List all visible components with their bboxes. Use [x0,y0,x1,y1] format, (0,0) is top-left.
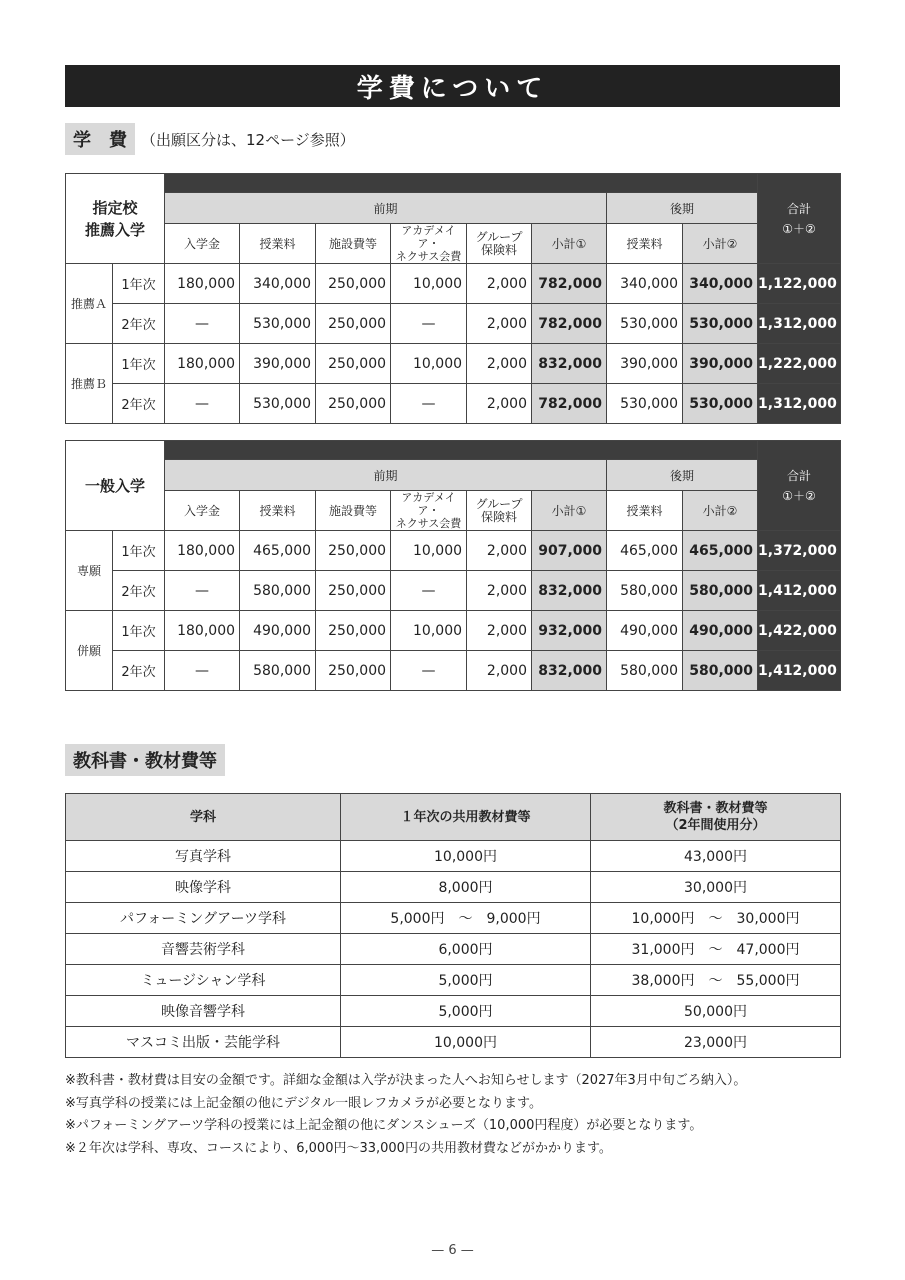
subtotal-cell: 530,000 [683,384,758,424]
fee-cell: 340,000 [607,264,683,304]
books-header-first-year: １年次の共用教材費等 [341,794,591,841]
note-item: ※写真学科の授業には上記金額の他にデジタル一眼レフカメラが必要となります。 [65,1095,542,1111]
cost-range-min: 5,000円 [390,911,445,927]
dept-cell: ミュージシャン学科 [66,965,341,996]
col-header-tuition: 授業料 [240,224,316,264]
total-header [758,441,841,531]
notes [65,1070,845,1160]
note-item: ※教科書・教材費は目安の金額です。詳細な金額は入学が決まった人へお知らせします（2027年3月中旬ごろ納入）。 [65,1073,747,1088]
fee-cell: — [165,651,240,691]
corner-line: 指定校 [92,198,138,217]
textbook-cost-cell [591,903,841,934]
col-header-subtotal1: 小計① [532,491,607,531]
cost-range-separator: 〜 [708,942,723,958]
total-cell: 1,412,000 [758,571,841,611]
table-row [66,344,841,384]
corner-line: 推薦入学 [85,220,146,239]
year-label: 2年次 [113,651,165,691]
cost-value: 6,000円 [438,942,493,958]
fee-cell: — [391,571,467,611]
fee-cell: 465,000 [240,531,316,571]
cost-value: 5,000円 [438,1004,493,1020]
fee-cell: 2,000 [467,651,532,691]
page-title: 学費について [65,65,840,107]
col-header-facility: 施設費等 [316,491,391,531]
cost-range-max: 55,000円 [736,973,800,989]
fee-cell: 465,000 [607,531,683,571]
table-row [66,1027,841,1058]
first-year-cost-cell [341,1027,591,1058]
cost-range-separator: 〜 [708,973,723,989]
cost-range-min: 10,000円 [631,911,695,927]
total-cell: 1,222,000 [758,344,841,384]
subtotal-cell: 340,000 [683,264,758,304]
subtotal-cell: 832,000 [532,651,607,691]
group-label: 推薦Ａ [66,264,113,344]
table-row [66,903,841,934]
cost-value: 30,000円 [684,880,747,896]
header-dark-bar [165,441,758,460]
cost-range-max: 9,000円 [486,911,541,927]
fee-cell: 530,000 [607,304,683,344]
first-half-header: 前期 [165,193,607,224]
first-year-cost-cell [341,903,591,934]
textbook-cost-cell [591,1027,841,1058]
fee-cell: 180,000 [165,611,240,651]
fee-cell: 490,000 [240,611,316,651]
header-bar-row [66,441,841,460]
year-label: 1年次 [113,611,165,651]
fee-cell: 580,000 [607,571,683,611]
total-cell: 1,422,000 [758,611,841,651]
dept-cell: 映像学科 [66,872,341,903]
textbook-cost-cell [591,934,841,965]
subtotal-cell: 490,000 [683,611,758,651]
books-section-header [65,744,225,776]
first-year-cost-cell [341,872,591,903]
subtotal-cell: 832,000 [532,344,607,384]
year-label: 1年次 [113,264,165,304]
group-label: 併願 [66,611,113,691]
first-year-cost-cell [341,996,591,1027]
fee-cell: 250,000 [316,384,391,424]
col-header-tuition: 授業料 [240,491,316,531]
second-half-header: 後期 [607,193,758,224]
table-row [66,304,841,344]
col-header-admission: 入学金 [165,491,240,531]
total-cell: 1,312,000 [758,304,841,344]
table-row [66,965,841,996]
total-header-label: 合計 [787,201,812,216]
subtotal-cell: 782,000 [532,304,607,344]
year-label: 2年次 [113,304,165,344]
cost-range [390,908,540,928]
fee-cell: 250,000 [316,571,391,611]
table-row [66,872,841,903]
year-label: 2年次 [113,571,165,611]
textbook-cost-cell [591,841,841,872]
cost-range-max: 30,000円 [736,911,800,927]
group-label: 推薦Ｂ [66,344,113,424]
table-row [66,571,841,611]
fee-cell: 250,000 [316,344,391,384]
fee-cell: 10,000 [391,264,467,304]
col-header-group-insurance-line2: 保険料 [481,509,518,524]
table-row [66,611,841,651]
first-half-header: 前期 [165,460,607,491]
table-corner-label [66,441,165,531]
cost-range-max: 47,000円 [736,942,800,958]
fee-cell: 580,000 [240,651,316,691]
table-row [66,264,841,304]
fee-cell: 10,000 [391,611,467,651]
textbook-cost-cell [591,872,841,903]
tuition-label: 学 費 [65,123,135,155]
period-header-row [66,193,841,224]
col-header-facility: 施設費等 [316,224,391,264]
col-header-group-insurance-line1: グループ [475,229,523,244]
col-header-subtotal2: 小計② [683,491,758,531]
books-label: 教科書・教材費等 [65,744,225,776]
fee-cell: 580,000 [240,571,316,611]
cost-range [632,939,800,959]
dept-cell: 映像音響学科 [66,996,341,1027]
table-row [66,651,841,691]
fee-cell: 580,000 [607,651,683,691]
fee-cell: 250,000 [316,304,391,344]
cost-value: 10,000円 [434,849,497,865]
subtotal-cell: 390,000 [683,344,758,384]
year-label: 2年次 [113,384,165,424]
fee-cell: 340,000 [240,264,316,304]
cost-range-min: 31,000円 [631,942,695,958]
books-header-textbooks-line1: 教科書・教材費等 [663,801,768,816]
cost-range [632,970,800,990]
col-header-group-insurance [467,491,532,531]
first-year-cost-cell [341,934,591,965]
fee-cell: 250,000 [316,531,391,571]
fee-cell: — [391,384,467,424]
fee-cell: 2,000 [467,344,532,384]
subtotal-cell: 782,000 [532,384,607,424]
total-cell: 1,372,000 [758,531,841,571]
column-header-row [66,224,841,264]
total-header [758,174,841,264]
total-header-sub: ①＋② [782,221,816,236]
note-item: ※パフォーミングアーツ学科の授業には上記金額の他にダンスシューズ（10,000円程度）が必要となります。 [65,1118,703,1133]
col-header-subtotal2: 小計② [683,224,758,264]
page-number: — 6 — [431,1243,474,1258]
subtotal-cell: 932,000 [532,611,607,651]
table-row [66,531,841,571]
year-label: 1年次 [113,531,165,571]
fee-cell: 250,000 [316,651,391,691]
group-label: 専願 [66,531,113,611]
cost-value: 5,000円 [438,973,493,989]
fee-cell: — [165,384,240,424]
fee-cell: 10,000 [391,531,467,571]
col-header-academeia [391,224,467,264]
fee-cell: 2,000 [467,531,532,571]
col-header-academeia-line2: ネクサス会費 [395,517,462,530]
table-row [66,841,841,872]
table-corner-label [66,174,165,264]
subtotal-cell: 465,000 [683,531,758,571]
table-row [66,934,841,965]
col-header-academeia-line2: ネクサス会費 [395,250,462,263]
tuition-table-recommended [65,173,841,424]
subtotal-cell: 832,000 [532,571,607,611]
year-label: 1年次 [113,344,165,384]
cost-value: 50,000円 [684,1004,747,1020]
tuition-section-header [65,123,355,155]
subtotal-cell: 580,000 [683,651,758,691]
tuition-note: （出願区分は、12ページ参照） [141,130,355,149]
fee-cell: 180,000 [165,531,240,571]
header-dark-bar [165,174,758,193]
total-header-sub: ①＋② [782,488,816,503]
col-header-academeia-line1: アカデメイア・ [401,491,456,517]
col-header-tuition-2: 授業料 [607,491,683,531]
books-header-textbooks [591,794,841,841]
subtotal-cell: 580,000 [683,571,758,611]
textbook-cost-cell [591,996,841,1027]
dept-cell: パフォーミングアーツ学科 [66,903,341,934]
table-row [66,996,841,1027]
fee-cell: 2,000 [467,384,532,424]
cost-range [632,908,800,928]
fee-cell: — [165,571,240,611]
books-header-textbooks-line2: （2年間使用分） [665,818,766,833]
cost-range-separator: 〜 [708,911,723,927]
first-year-cost-cell [341,841,591,872]
fee-cell: 10,000 [391,344,467,384]
fee-cell: 250,000 [316,611,391,651]
fee-cell: 250,000 [316,264,391,304]
col-header-group-insurance-line1: グループ [475,496,523,511]
cost-range-min: 38,000円 [631,973,695,989]
col-header-subtotal1: 小計① [532,224,607,264]
fee-cell: 530,000 [240,384,316,424]
fee-cell: 530,000 [240,304,316,344]
fee-cell: 2,000 [467,571,532,611]
second-half-header: 後期 [607,460,758,491]
fee-cell: 180,000 [165,344,240,384]
fee-cell: 390,000 [607,344,683,384]
cost-value: 23,000円 [684,1035,747,1051]
fee-cell: 2,000 [467,264,532,304]
tuition-table-general [65,440,841,691]
period-header-row [66,460,841,491]
total-cell: 1,122,000 [758,264,841,304]
cost-value: 8,000円 [438,880,493,896]
fee-cell: — [165,304,240,344]
first-year-cost-cell [341,965,591,996]
table-row [66,384,841,424]
total-cell: 1,312,000 [758,384,841,424]
cost-range-separator: 〜 [458,911,473,927]
textbook-cost-cell [591,965,841,996]
fee-cell: — [391,304,467,344]
dept-cell: マスコミ出版・芸能学科 [66,1027,341,1058]
col-header-academeia [391,491,467,531]
books-header-row [66,794,841,841]
fee-cell: 390,000 [240,344,316,384]
total-header-label: 合計 [787,468,812,483]
books-table [65,793,841,1058]
books-header-dept: 学科 [66,794,341,841]
col-header-admission: 入学金 [165,224,240,264]
header-bar-row [66,174,841,193]
fee-cell: — [391,651,467,691]
cost-value: 10,000円 [434,1035,497,1051]
col-header-tuition-2: 授業料 [607,224,683,264]
subtotal-cell: 530,000 [683,304,758,344]
col-header-group-insurance [467,224,532,264]
fee-cell: 490,000 [607,611,683,651]
subtotal-cell: 907,000 [532,531,607,571]
total-cell: 1,412,000 [758,651,841,691]
note-item: ※２年次は学科、専攻、コースにより、6,000円〜33,000円の共用教材費などがかかります。 [65,1140,612,1156]
corner-line: 一般入学 [85,476,146,495]
col-header-group-insurance-line2: 保険料 [481,242,518,257]
subtotal-cell: 782,000 [532,264,607,304]
column-header-row [66,491,841,531]
fee-cell: 530,000 [607,384,683,424]
dept-cell: 写真学科 [66,841,341,872]
fee-cell: 2,000 [467,304,532,344]
col-header-academeia-line1: アカデメイア・ [401,224,456,250]
fee-cell: 2,000 [467,611,532,651]
fee-cell: 180,000 [165,264,240,304]
dept-cell: 音響芸術学科 [66,934,341,965]
cost-value: 43,000円 [684,849,747,865]
